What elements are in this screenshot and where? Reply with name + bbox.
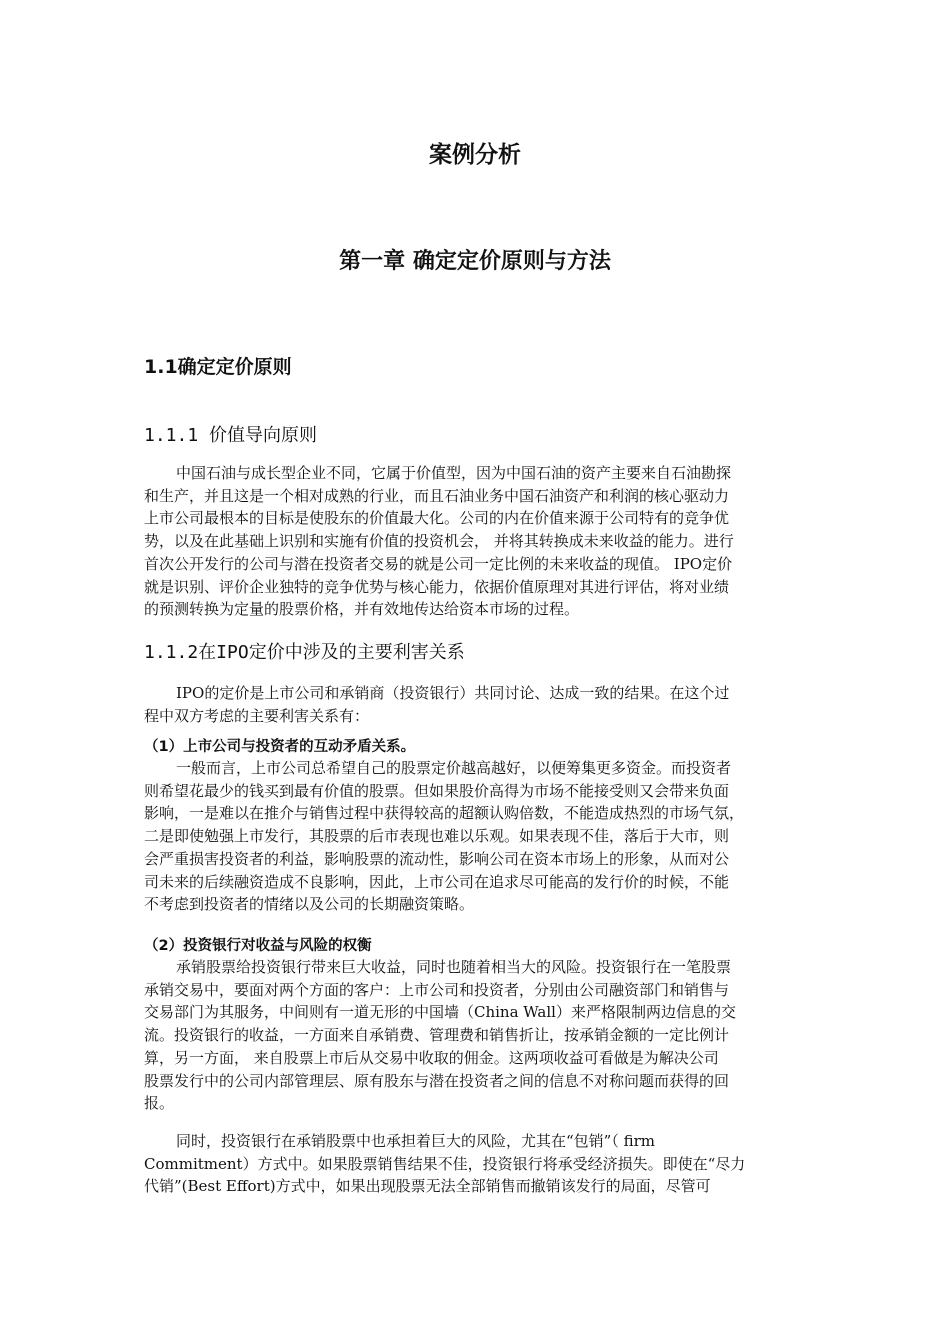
paragraph-line: 上市公司最根本的目标是使股东的价值最大化。公司的内在价值来源于公司特有的竞争优 [144,509,730,528]
paragraph-company-investor [144,757,810,916]
paragraph-line: 股票发行中的公司内部管理层、原有股东与潜在投资者之间的信息不对称问题而获得的回 [144,1071,730,1090]
paragraph-line: 则希望花最少的钱买到最有价值的股票。但如果股价高得为市场不能接受则又会带来负面 [144,781,730,800]
paragraph-line: 势，以及在此基础上识别和实施有价值的投资机会， 并将其转换成未来收益的能力。进行 [144,532,734,551]
paragraph-line: 的预测转换为定量的股票价格，并有效地传达给资本市场的过程。 [144,600,580,619]
paragraph-line: 影响，一是难以在推介与销售过程中获得较高的超额认购倍数，不能造成热烈的市场气氛， [144,804,745,823]
document-title: 案例分析 [429,142,521,168]
subheading-bank-risk: （2）投资银行对收益与风险的权衡 [144,938,372,954]
paragraph-line: 中国石油与成长型企业不同，它属于价值型，因为中国石油的资产主要来自石油勘探 [176,464,732,482]
paragraph-line: 二是即使勉强上市发行，其股票的后市表现也难以乐观。如果表现不佳，落后于大市，则 [144,827,730,846]
paragraph-line: Commitment）方式中。如果股票销售结果不佳，投资银行将承受经济损失。即使在“尽力 [144,1154,746,1173]
paragraph-line: 就是识别、评价企业独特的竞争优势与核心能力，依据价值原理对其进行评估，将对业绩 [144,577,730,596]
paragraph-line: 司未来的后续融资造成不良影响，因此，上市公司在追求尽可能高的发行价的时候，不能 [144,872,730,891]
paragraph-line: 承销交易中，要面对两个方面的客户：上市公司和投资者，分别由公司融资部门和销售与 [144,980,730,999]
subheading-company-investor: （1）上市公司与投资者的互动矛盾关系。 [144,739,416,755]
paragraph-bank-risk [144,1130,810,1198]
paragraph-bank-revenue [144,956,810,1115]
paragraph-line: 一般而言，上市公司总希望自己的股票定价越高越好，以便筹集更多资金。而投资者 [176,759,732,777]
paragraph-value-orientation [144,462,810,621]
paragraph-line: 程中双方考虑的主要利害关系有： [144,706,370,725]
section-heading-1-1-1: 1.1.1 价值导向原则 [144,425,318,446]
paragraph-line: 算，另一方面， 来自股票上市后从交易中收取的佣金。这两项收益可看做是为解决公司 [144,1048,719,1067]
paragraph-line: 流。投资银行的收益，一方面来自承销费、管理费和销售折让，按承销金额的一定比例计 [144,1026,730,1045]
paragraph-line: 首次公开发行的公司与潜在投资者交易的就是公司一定比例的未来收益的现值。 IPO定价 [144,554,733,573]
paragraph-line: 同时，投资银行在承销股票中也承担着巨大的风险，尤其在“包销”（ firm [176,1132,656,1150]
section-heading-1-1: 1.1确定定价原则 [144,356,292,378]
paragraph-line: 不考虑到投资者的情绪以及公司的长期融资策略。 [144,895,475,914]
paragraph-line: 报。 [144,1094,175,1113]
paragraph-ipo-pricing [144,682,810,727]
paragraph-line: IPO的定价是上市公司和承销商（投资银行）共同讨论、达成一致的结果。在这个过 [176,684,730,702]
paragraph-line: 承销股票给投资银行带来巨大收益，同时也随着相当大的风险。投资银行在一笔股票 [176,958,732,976]
paragraph-line: 会严重损害投资者的利益，影响股票的流动性，影响公司在资本市场上的形象，从而对公 [144,849,730,868]
paragraph-line: 和生产，并且这是一个相对成熟的行业，而且石油业务中国石油资产和利润的核心驱动力 [144,486,730,505]
section-heading-1-1-2: 1.1.2在IPO定价中涉及的主要利害关系 [144,642,465,663]
chapter-heading: 第一章 确定定价原则与方法 [339,249,611,274]
paragraph-line: 交易部门为其服务，中间则有一道无形的中国墙（China Wall）来严格限制两边信息的交 [144,1003,736,1022]
paragraph-line: 代销”(Best Effort)方式中，如果出现股票无法全部销售而撤销该发行的局面，尽管可 [144,1177,711,1196]
